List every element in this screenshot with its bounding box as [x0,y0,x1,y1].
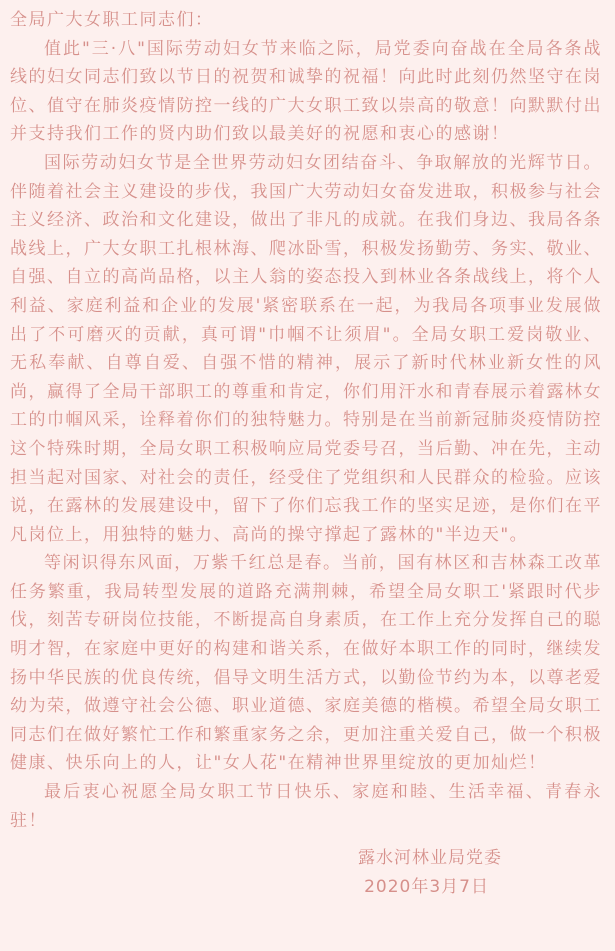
letter-paragraph-tribute: 国际劳动妇女节是全世界劳动妇女团结奋斗、争取解放的光辉节日。伴随着社会主义建设的步伐，我国广大劳动妇女奋发进取，积极参与社会主义经济、政治和文化建设，做出了非凡的成就。在我们身边、我局各条战线上，广大女职工扎根林海、爬冰卧雪，积极发扬勤劳、务实、敬业、自强、自立的高尚品格，以主人翁的姿态投入到林业各条战线上，将个人利益、家庭利益和企业的发展'紧密联系在一起，为我局各项事业发展做出了不可磨灭的贡献，真可谓"巾帼不让须眉"。全局女职工爱岗敬业、无私奉献、自尊自爱、自强不惜的精神，展示了新时代林业新女性的风尚，赢得了全局干部职工的尊重和肯定，你们用汗水和青春展示着露林女工的巾帼风采，诠释着你们的独特魅力。特别是在当前新冠肺炎疫情防控这个特殊时期，全局女职工积极响应局党委号召，当后勤、冲在先，主动担当起对国家、对社会的责任，经受住了党组织和人民群众的检验。应该说，在露林的发展建设中，留下了你们忘我工作的坚实足迹，是你们在平凡岗位上，用独特的魅力、高尚的操守撑起了露林的"半边天"。 [10,152,602,545]
letter-date: 2020年3月7日 [364,876,489,897]
letter-paragraph-greeting: 值此"三·八"国际劳动妇女节来临之际，局党委向奋战在全局各条战线的妇女同志们致以节日的祝贺和诚挚的祝福！向此时此刻仍然坚守在岗位、值守在肺炎疫情防控一线的广大女职工致以崇高的敬意！向默默付出并支持我们工作的贤内助们致以最美好的祝愿和衷心的感谢！ [10,38,602,145]
letter-signature: 露水河林业局党委 [358,848,502,869]
letter-paragraph-expectations: 等闲识得东风面，万紫千红总是春。当前，国有林区和吉林森工改革任务繁重，我局转型发展的道路充满荆棘，希望全局女职工'紧跟时代步伐，刻苦专研岗位技能，不断提高自身素质，在工作上充分发挥自己的聪明才智，在家庭中更好的构建和谐关系，在做好本职工作的同时，继续发扬中华民族的优良传统，倡导文明生活方式，以勤俭节约为本，以尊老爱幼为荣，做遵守社会公德、职业道德、家庭美德的楷模。希望全局女职工同志们在做好繁忙工作和繁重家务之余，更加注重关爱自己，做一个积极健康、快乐向上的人，让"女人花"在精神世界里绽放的更加灿烂！ [10,553,602,774]
letter-salutation: 全局广大女职工同志们： [10,10,214,30]
letter-sign-block [10,844,602,901]
letter-paragraph-wishes: 最后衷心祝愿全局女职工节日快乐、家庭和睦、生活幸福、青春永驻！ [10,782,602,831]
